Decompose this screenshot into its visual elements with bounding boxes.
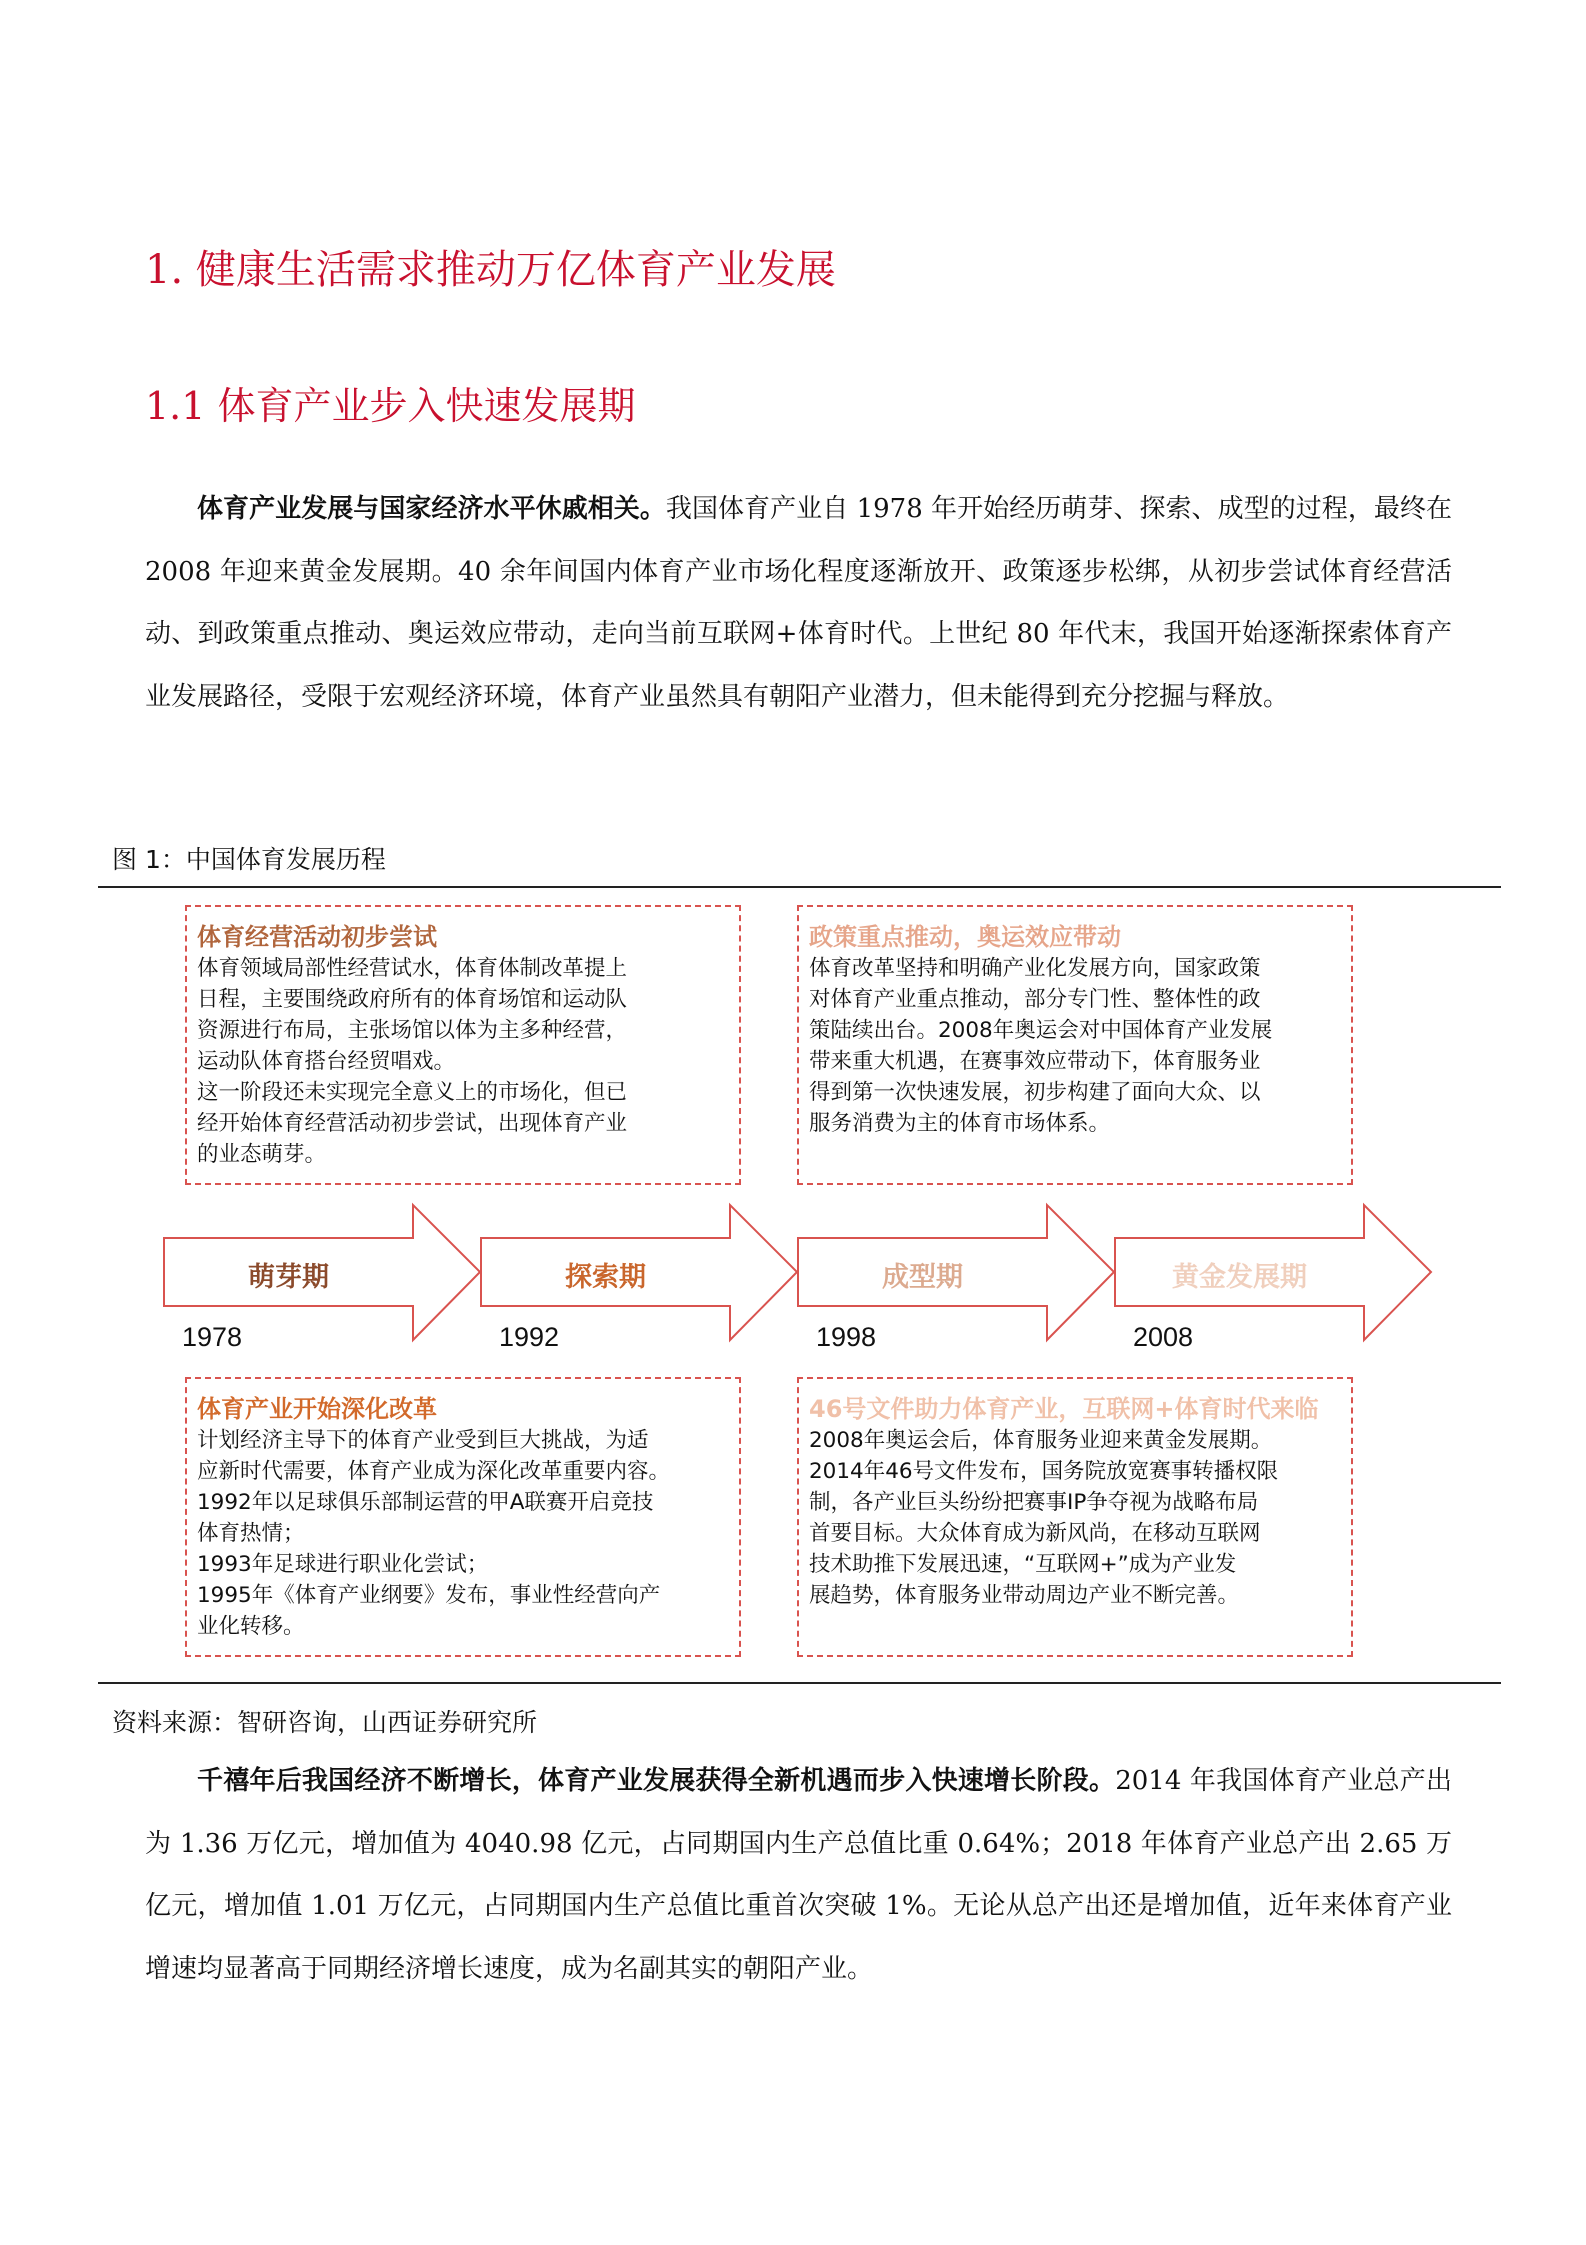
timeline-description-box	[797, 1377, 1353, 1657]
box-text-line: 2008年奥运会后，体育服务业迎来黄金发展期。	[809, 1428, 1273, 1453]
box-text-line: 对体育产业重点推动，部分专门性、整体性的政	[809, 987, 1261, 1012]
paragraph-body: 2014 年我国体育产业总产出为 1.36 万亿元，增加值为 4040.98 亿元，占同期国内生产总值比重 0.64%；2018 年体育产业总产出 2.65 万亿元，增加值 1.01 万亿元，占同期国内生产总值比重首次突破 1%。无论从总产出还是增加值，近年来体育产业增速均显著高于同期经济增长速度，成为名副其实的朝阳产业。	[145, 1766, 1452, 1984]
box-title: 政策重点推动，奥运效应带动	[809, 923, 1121, 951]
box-text-line: 策陆续出台。2008年奥运会对中国体育产业发展	[809, 1018, 1273, 1043]
paragraph-lead: 千禧年后我国经济不断增长，体育产业发展获得全新机遇而步入快速增长阶段。	[197, 1766, 1116, 1796]
box-text-line: 展趋势，体育服务业带动周边产业不断完善。	[809, 1583, 1240, 1608]
stage-year: 1978	[182, 1322, 243, 1352]
box-text-line: 业化转移。	[197, 1614, 305, 1639]
figure-source: 资料来源：智研咨询，山西证券研究所	[112, 1708, 538, 1737]
box-text-line: 运动队体育搭台经贸唱戏。	[197, 1049, 456, 1074]
box-text-line: 计划经济主导下的体育产业受到巨大挑战，为适	[197, 1428, 649, 1453]
box-title: 46号文件助力体育产业，互联网+体育时代来临	[809, 1395, 1319, 1423]
box-text-line: 日程，主要围绕政府所有的体育场馆和运动队	[197, 987, 628, 1012]
box-text-line: 2014年46号文件发布，国务院放宽赛事转播权限	[809, 1459, 1279, 1484]
box-text-line: 1993年足球进行职业化尝试；	[197, 1552, 489, 1577]
box-title: 体育经营活动初步尝试	[197, 923, 437, 951]
paragraph-body: 我国体育产业自 1978 年开始经历萌芽、探索、成型的过程，最终在 2008 年迎来黄金发展期。40 余年间国内体育产业市场化程度逐渐放开、政策逐步松绑，从初步尝试体育经营活动、到政策重点推动、奥运效应带动，走向当前互联网+体育时代。上世纪 80 年代末，我国开始逐渐探索体育产业发展路径，受限于宏观经济环境，体育产业虽然具有朝阳产业潜力，但未能得到充分挖掘与释放。	[145, 494, 1452, 712]
box-text-line: 技术助推下发展迅速，“互联网+”成为产业发	[809, 1552, 1237, 1577]
growth-paragraph	[145, 1750, 1452, 2000]
stage-year: 2008	[1133, 1322, 1194, 1352]
stage-label: 萌芽期	[248, 1262, 329, 1293]
box-text-line: 体育领域局部性经营试水，体育体制改革提上	[197, 956, 628, 981]
box-text-line: 应新时代需要，体育产业成为深化改革重要内容。	[197, 1459, 671, 1484]
stage-year: 1998	[816, 1322, 877, 1352]
box-text-line: 这一阶段还未实现完全意义上的市场化，但已	[197, 1080, 628, 1105]
box-text-line: 经开始体育经营活动初步尝试，出现体育产业	[197, 1111, 628, 1136]
box-title: 体育产业开始深化改革	[197, 1395, 437, 1423]
box-text-line: 服务消费为主的体育市场体系。	[809, 1111, 1111, 1136]
box-text-line: 体育改革坚持和明确产业化发展方向，国家政策	[809, 956, 1261, 981]
box-text-line: 资源进行布局，主张场馆以体为主多种经营，	[197, 1018, 628, 1043]
box-text-line: 制，各产业巨头纷纷把赛事IP争夺视为战略布局	[809, 1490, 1259, 1515]
box-text-line: 1995年《体育产业纲要》发布，事业性经营向产	[197, 1583, 661, 1608]
stage-year: 1992	[499, 1322, 560, 1352]
subsection-heading: 1.1 体育产业步入快速发展期	[145, 384, 636, 428]
figure-bottom-rule	[98, 1682, 1501, 1684]
stage-label: 探索期	[565, 1262, 646, 1293]
paragraph-lead: 体育产业发展与国家经济水平休戚相关。	[197, 494, 666, 524]
timeline-description-box	[185, 1377, 741, 1657]
stage-label: 成型期	[882, 1262, 963, 1293]
box-text-line: 得到第一次快速发展，初步构建了面向大众、以	[809, 1080, 1261, 1105]
box-text-line: 首要目标。大众体育成为新风尚，在移动互联网	[809, 1521, 1261, 1546]
box-text-line: 的业态萌芽。	[197, 1142, 327, 1167]
box-text-line: 体育热情；	[197, 1521, 305, 1546]
figure-caption: 图 1：中国体育发展历程	[112, 845, 386, 874]
section-heading: 1. 健康生活需求推动万亿体育产业发展	[145, 247, 836, 293]
stage-label: 黄金发展期	[1172, 1262, 1307, 1293]
box-text-line: 带来重大机遇，在赛事效应带动下，体育服务业	[809, 1049, 1261, 1074]
box-text-line: 1992年以足球俱乐部制运营的甲A联赛开启竞技	[197, 1490, 654, 1515]
